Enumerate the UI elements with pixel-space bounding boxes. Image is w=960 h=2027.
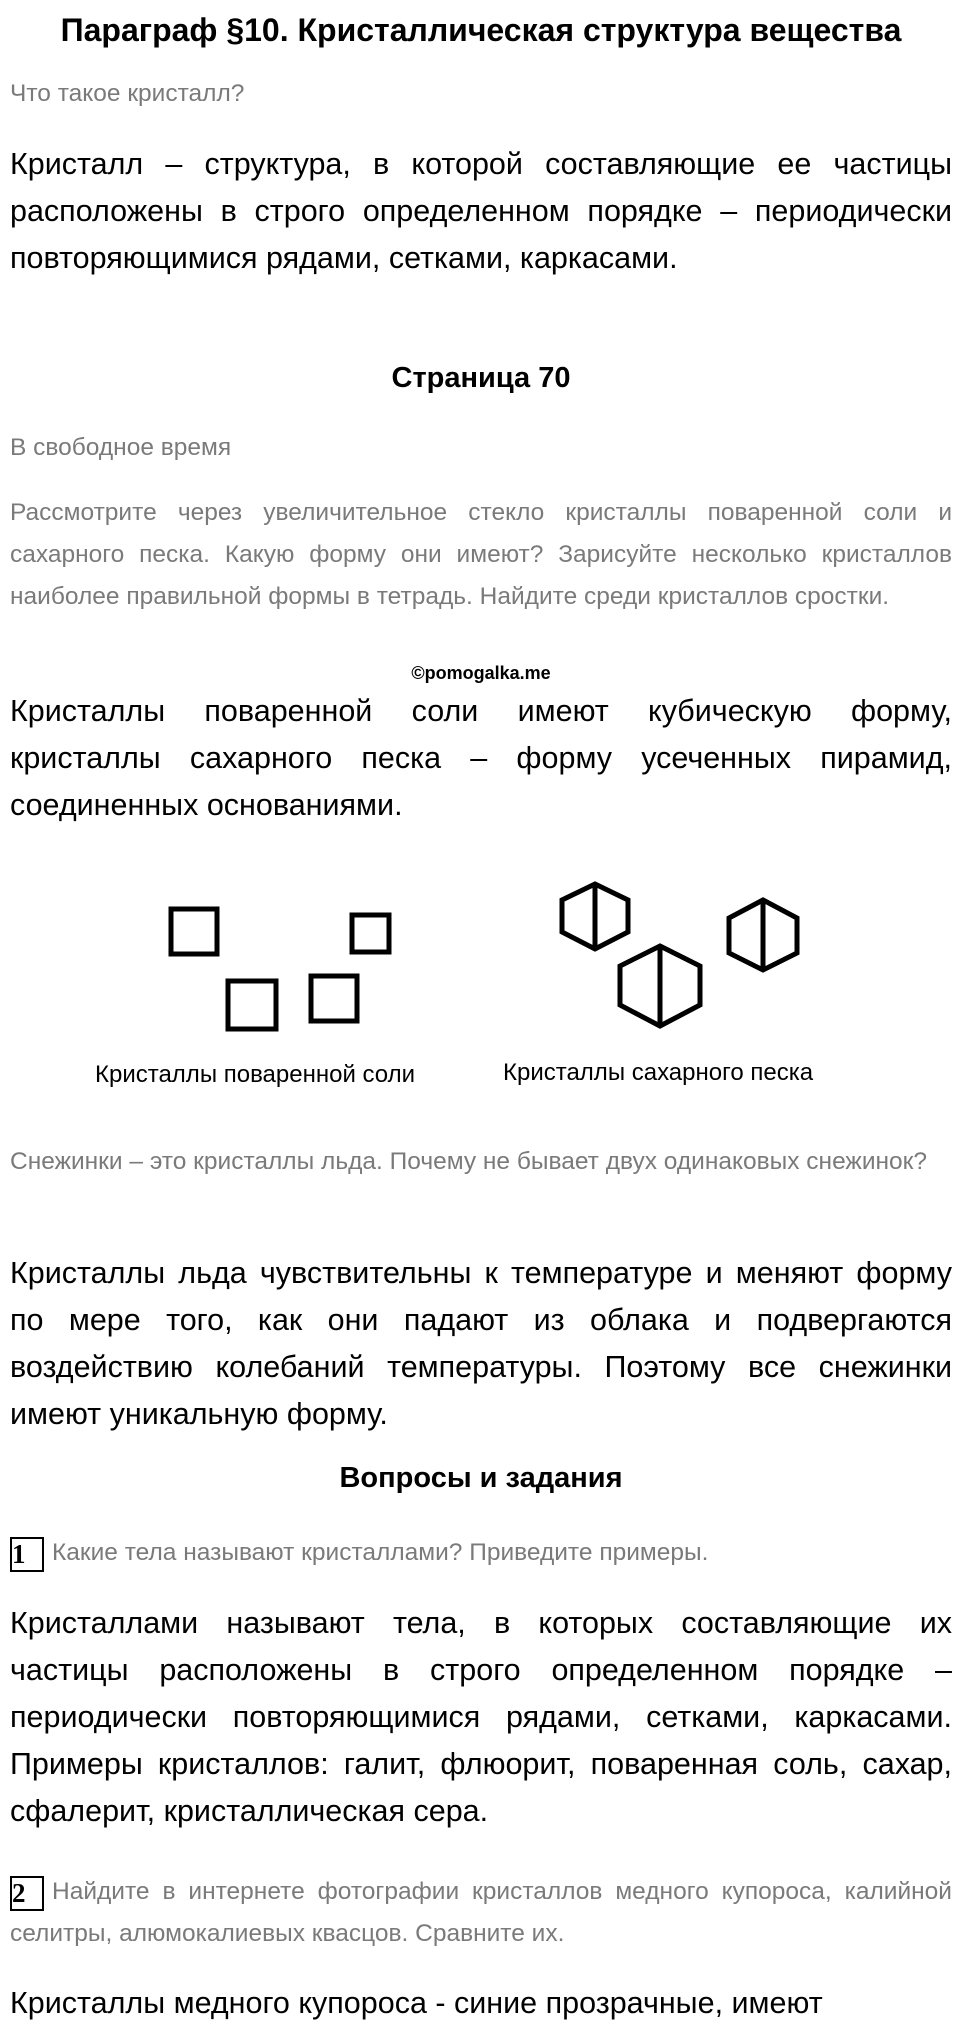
task-2-question: Найдите в интернете фотографии кристаллов медного купороса, калийной селитры, алюмокалиевых квасцов. Сравните их.: [10, 1878, 952, 1947]
task-1-question-line: [10, 1532, 952, 1574]
caption-salt: Кристаллы поваренной соли: [95, 1061, 416, 1088]
crystals-figure: [0, 870, 960, 1100]
section-free-time: В свободное время: [10, 434, 232, 461]
task-1-answer: Кристаллами называют тела, в которых составляющие их частицы расположены в строго определенном порядке – периодически повторяющимися рядами, сетками, каркасами. Примеры кристаллов: галит, флюорит, поваренная соль, сахар, сфалерит, кристаллическая сера.: [10, 1606, 952, 1828]
questions-heading: Вопросы и задания: [339, 1462, 623, 1494]
question-what-is-crystal: Что такое кристалл?: [10, 80, 245, 107]
task-1-question: Какие тела называют кристаллами? Приведите примеры.: [52, 1539, 709, 1566]
sugar-crystal-hexagon: [562, 884, 628, 949]
salt-crystal-square: [352, 915, 389, 952]
watermark: ©pomogalka.me: [411, 663, 551, 683]
answer-snowflakes: Кристаллы льда чувствительны к температуре и меняют форму по мере того, как они падают из облака и подвергаются воздействию колебаний температуры. Поэтому все снежинки имеют уникальную форму.: [10, 1256, 952, 1431]
sugar-crystal-hexagon: [620, 946, 700, 1026]
answer-crystal-shapes: Кристаллы поваренной соли имеют кубическую форму, кристаллы сахарного песка – форму усеченных пирамид, соединенных основаниями.: [10, 694, 952, 822]
task-2-answer: Кристаллы медного купороса - синие прозрачные, имеют: [10, 1986, 823, 2020]
question-snowflakes: Снежинки – это кристаллы льда. Почему не бывает двух одинаковых снежинок?: [10, 1148, 928, 1175]
page-title: Параграф §10. Кристаллическая структура вещества: [60, 12, 902, 48]
task-2-question-line: [10, 1871, 952, 1955]
caption-sugar: Кристаллы сахарного песка: [503, 1059, 814, 1086]
salt-crystal-square: [228, 981, 276, 1029]
question-crystals-magnifier: Рассмотрите через увеличительное стекло кристаллы поваренной соли и сахарного песка. Какую форму они имеют? Зарисуйте несколько кристаллов наиболее правильной формы в тетрадь. Найдите среди кристаллов сростки.: [10, 499, 952, 610]
sugar-crystal-hexagon: [729, 900, 797, 970]
salt-crystal-square: [171, 909, 217, 954]
salt-crystal-square: [311, 976, 357, 1021]
task-2-number: 2: [10, 1876, 44, 1911]
page-number-heading: Страница 70: [391, 362, 571, 394]
answer-what-is-crystal: Кристалл – структура, в которой составляющие ее частицы расположены в строго определенном порядке – периодически повторяющимися рядами, сетками, каркасами.: [10, 147, 952, 275]
task-1-number: 1: [10, 1537, 44, 1572]
